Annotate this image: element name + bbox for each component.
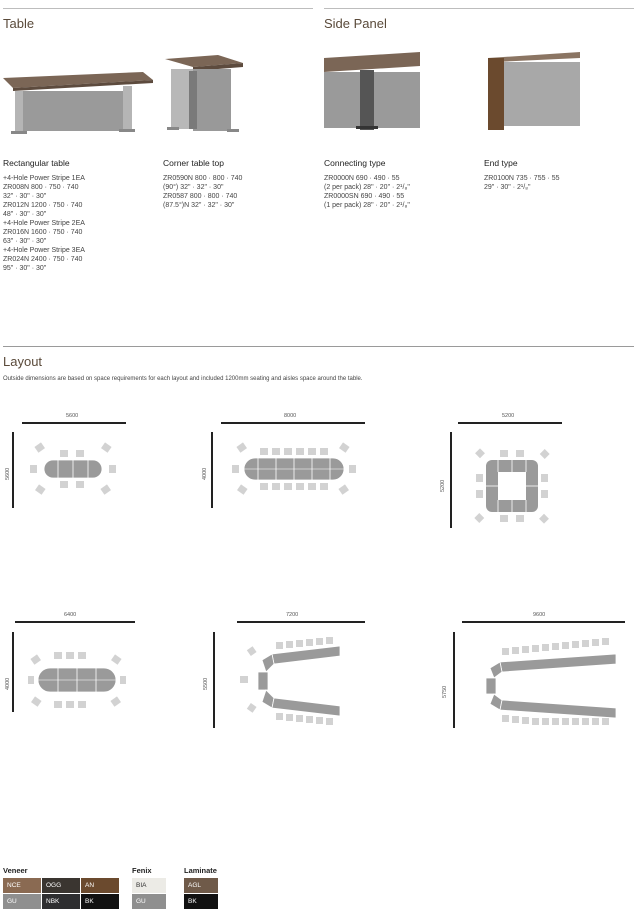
- dimension-line: [450, 432, 452, 528]
- connecting-panel-image: [324, 52, 420, 132]
- rectangular-table-image: [3, 60, 153, 140]
- divider: [324, 8, 634, 9]
- dimension-line: [462, 621, 625, 623]
- layout-4-height-label: 4000: [5, 677, 11, 690]
- layout-3-height-label: 5200: [440, 479, 446, 492]
- veneer-swatch-nce: NCE: [3, 878, 41, 893]
- corner-table-title: Corner table top: [163, 158, 224, 168]
- fenix-swatch-bia: BIA: [132, 878, 166, 893]
- divider: [3, 346, 634, 347]
- laminate-swatch-bk: BK: [184, 894, 218, 909]
- layout-6-height-label: 5750: [442, 685, 448, 698]
- spec-line: ZR012N 1200 · 750 · 740: [3, 202, 83, 209]
- spec-line: ZR024N 2400 · 750 · 740: [3, 256, 83, 263]
- spec-line: +4-Hole Power Stripe 2EA: [3, 220, 85, 227]
- dimension-line: [22, 422, 126, 424]
- layout-2-plan: [232, 440, 356, 498]
- spec-line: (90°) 32" · 32" · 30": [163, 184, 224, 191]
- spec-line: +4-Hole Power Stripe 1EA: [3, 175, 85, 182]
- layout-1-height-label: 5600: [5, 467, 11, 480]
- spec-line: ZR016N 1600 · 750 · 740: [3, 229, 83, 236]
- layout-6-width-label: 9600: [533, 612, 546, 618]
- laminate-swatch-agl: AGL: [184, 878, 218, 893]
- spec-line: (87.5°)N 32" · 32" · 30": [163, 202, 235, 209]
- layout-6-plan: [476, 636, 624, 726]
- layout-5-height-label: 5500: [203, 677, 209, 690]
- spec-line: ZR0000SN 690 · 490 · 55: [324, 193, 405, 200]
- spec-line: ZR008N 800 · 750 · 740: [3, 184, 79, 191]
- table-section-title: Table: [3, 16, 35, 31]
- spec-line: (1 per pack) 28" · 20" · 2¹/₈": [324, 202, 410, 209]
- layout-2-height-label: 4000: [202, 467, 208, 480]
- spec-line: ZR0100N 735 · 755 · 55: [484, 175, 560, 182]
- layout-4-width-label: 6400: [64, 612, 77, 618]
- layout-3-plan: [474, 448, 550, 524]
- spec-line: 95" · 30" · 30": [3, 265, 47, 272]
- corner-table-specs: [163, 174, 242, 210]
- spec-line: 63" · 30" · 30": [3, 238, 47, 245]
- spec-line: 48" · 30" · 30": [3, 211, 47, 218]
- layout-5-plan: [236, 636, 348, 726]
- divider: [3, 8, 313, 9]
- connecting-type-specs: [324, 174, 410, 210]
- fenix-label: Fenix: [132, 866, 152, 875]
- rectangular-table-title: Rectangular table: [3, 158, 70, 168]
- dimension-line: [237, 621, 365, 623]
- layout-3-width-label: 5200: [502, 413, 515, 419]
- spec-line: ZR0000N 690 · 490 · 55: [324, 175, 400, 182]
- end-panel-image: [484, 52, 580, 132]
- end-type-specs: [484, 174, 560, 192]
- end-type-title: End type: [484, 158, 518, 168]
- layout-2-width-label: 8000: [284, 413, 297, 419]
- layout-note: Outside dimensions are based on space requirements for each layout and included 1200mm seating and aisles space around the table.: [3, 376, 363, 382]
- veneer-swatch-an: AN: [81, 878, 119, 893]
- spec-line: ZR0590N 800 · 800 · 740: [163, 175, 243, 182]
- spec-line: (2 per pack) 28" · 20" · 2¹/₈": [324, 184, 410, 191]
- layout-5-width-label: 7200: [286, 612, 299, 618]
- spec-line: 29" · 30" · 2¹/₈": [484, 184, 531, 191]
- layout-section-title: Layout: [3, 354, 43, 369]
- veneer-swatch-bk: BK: [81, 894, 119, 909]
- dimension-line: [221, 422, 365, 424]
- dimension-line: [213, 632, 215, 728]
- fenix-swatch-gu: GU: [132, 894, 166, 909]
- layout-4-plan: [28, 650, 126, 712]
- corner-table-image: [163, 55, 248, 135]
- dimension-line: [211, 432, 213, 508]
- dimension-line: [12, 632, 14, 712]
- veneer-swatch-ogg: OGG: [42, 878, 80, 893]
- rectangular-table-specs: [3, 174, 85, 273]
- spec-line: 32" · 30" · 30": [3, 193, 47, 200]
- spec-line: +4-Hole Power Stripe 3EA: [3, 247, 85, 254]
- veneer-label: Veneer: [3, 866, 28, 875]
- dimension-line: [12, 432, 14, 508]
- spec-line: ZR0587 800 · 800 · 740: [163, 193, 238, 200]
- connecting-type-title: Connecting type: [324, 158, 386, 168]
- layout-1-width-label: 5600: [66, 413, 79, 419]
- dimension-line: [453, 632, 455, 728]
- side-panel-section-title: Side Panel: [324, 16, 387, 31]
- veneer-swatch-nbk: NBK: [42, 894, 80, 909]
- dimension-line: [458, 422, 562, 424]
- dimension-line: [15, 621, 135, 623]
- layout-1-plan: [30, 440, 116, 498]
- laminate-label: Laminate: [184, 866, 217, 875]
- veneer-swatch-gu: GU: [3, 894, 41, 909]
